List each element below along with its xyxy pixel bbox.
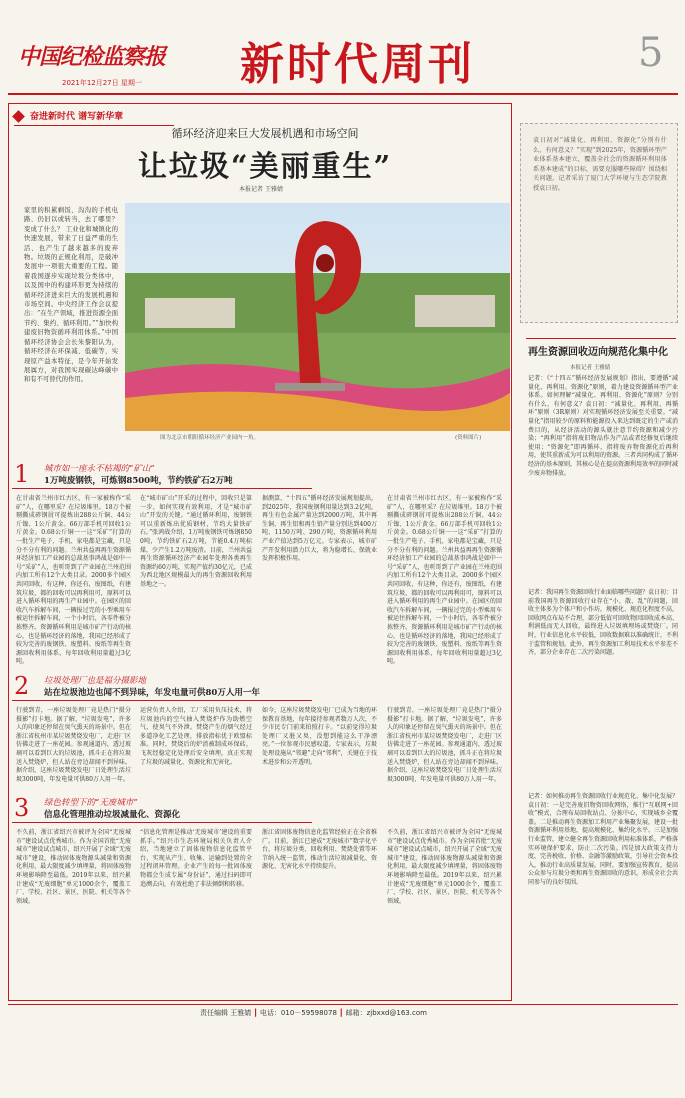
intro-text: 家里的积累剩饭、沟沟的手机电路、仍旧以或转当，去了哪里？变成了什么？ 工业化和城镇化的快速发展，带来了日益严重的生活、也产生了越来越多的废弃物。垃圾的正规化利用，是破冲发展中一项很大重要的工程。随着我国逐步实现垃圾分类体中，以及国中的构建环形更为持续的循环经济进来巨大的发展机遇和市场空间。中央经济工作会议提出：“在生产领域，推进资源全面节约、集约、循环利用。”“加快构建废旧物资循环利用体系。”中国循环经济协会会长朱黎阳认为，循环经济在环保减、低碳等、实现原产益本特征，是今年开始发展属方，对我国实现碳达峰碳中和有不可替代的作用。 [24, 207, 118, 384]
section-text-4: 行驶到青，一座垃圾处理厂竟是热门“摄分摄影”打卡地。据了解，“垃圾发电”，许多人的印象还停留在臭气熏天的场景中。但在浙江省杭州市某垃圾焚烧发电厂，走进厂区仿佛走进了一座花园。参观通道内，透过玻璃可以看到巨大的垃圾池，抓斗正在将垃圾送入焚烧炉，但人站在旁边却闻不到异味。据介绍，这座垃圾焚烧发电厂日处理生活垃圾3000吨，年发电量可供80万人用一年。 [387, 707, 502, 783]
section-title: 信息化管理推动垃圾减量化、资源化 [44, 810, 181, 820]
sidebar-text-2: 记者：我国再生资源回收行业面临哪些问题？袁日初：目前我国再生资源回收行业存在“小、散、乱”的问题，回收主体多为个体户和小作坊，规模化、规范化程度不高，回收网点布局不合理，部分低值可回收物因回收成本高、利润低而无人回收，最终进入垃圾填埋场或焚烧厂。同时，行业信息化水平较低，回收数据难以准确统计，不利于监管和规划。此外，再生资源加工利用技术水平参差不齐，部分企业存在二次污染问题。 [528, 589, 679, 657]
masthead [0, 0, 685, 95]
section-kicker: 城市如一座永不枯竭的“矿山” [44, 464, 155, 474]
section-text-4: 不久前，浙江省绍兴市被评为全国“无废城市”建设试点优秀城市。作为全国首批“无废城市”建设试点城市，绍兴开展了全域“无废城市”建设，推动固体废物源头减量和资源化利用，最大限度减少填埋量，将固体废物环境影响降至最低。2019年以来，绍兴累计建成“无废细胞”单元1000余个，覆盖工厂、学校、社区、景区、医院、机关等各个领域。 [387, 829, 502, 905]
sidebar-text: 记者：《“十四五”循环经济发展规划》指出，要遵循“减量化、再利用、资源化”原则，着力建设资源循环型产业体系。如何理解“减量化、再利用、资源化”原则？分别有什么，有何意义？袁日初：“减量化、再利用、再循环”原则（3R原则）对实现循环经济发展至关重要。“减量化”指用较少的原料和能源投入来达到既定的生产或消费目的，从经济活动的源头就注意节约资源和减少污染；“再利用”指将废旧物品作为产品或者经修复后继续使用；“资源化”即再循环，指将废弃物资源化后再利用，使其重新成为可以利用的资源。三者共同构成了循环经济的基本原则，其核心是在提高资源利用效率的同时减少废弃物排放。 [528, 375, 679, 477]
section-number: 2 [14, 672, 30, 700]
sidebar-quote-box [520, 123, 678, 323]
sidebar-quote: 袁日初对“减量化、再利用、资源化”分别有什么，有何意义？”实现“到2025年，资源循环型产业体系基本建立，覆盖全社会的资源循环利用体系基本建成”的目标，需要克服哪些障碍？围绕相关问题，记者采访了厦门大学环境与生态学院教授袁日初。 [533, 137, 667, 192]
masthead-rule [8, 93, 678, 95]
section-title: 站在垃圾池边也闻不到异味，年发电量可供80万人用一年 [44, 688, 260, 698]
section-text-2: 运营负责人介绍，工厂采用负压技术，将垃圾池内的空气抽入焚烧炉作为助燃空气，使臭气不外泄。焚烧产生的烟气经过多道净化工艺处理，排放指标优于欧盟标准。同时，焚烧后的炉渣被制成环保砖，飞灰经稳定化处理后安全填埋，真正实现了垃圾的减量化、资源化和无害化。 [140, 707, 252, 766]
date-line: 2021年12月27日 星期一 [62, 79, 142, 87]
footer-sep-2: ┃ [339, 1009, 346, 1017]
section-text-2: “信息化管理是推动‘无废城市’建设的重要抓手。”绍兴市生态环境局相关负责人介绍，当地建立了固体废物信息化监管平台，实现从产生、收集、运输到处置的全过程闭环管理。企业产生的每一批固体废物都会生成专属“身份证”，通过扫码即可追溯去向，有效杜绝了非法倾倒和转移。 [140, 829, 252, 888]
column-tag-text: 奋进新时代 谱写新华章 [30, 112, 124, 122]
page-number: 5 [638, 30, 664, 76]
footer-email: 邮箱：zjbxxd@163.com [345, 1009, 427, 1017]
section-text: 行驶到青，一座垃圾处理厂竟是热门“摄分摄影”打卡地。据了解，“垃圾发电”，许多人的印象还停留在臭气熏天的场景中。但在浙江省杭州市某垃圾焚烧发电厂，走进厂区仿佛走进了一座花园。参观通道内，透过玻璃可以看到巨大的垃圾池，抓斗正在将垃圾送入焚烧炉，但人站在旁边却闻不到异味。据介绍，这座垃圾焚烧发电厂日处理生活垃圾3000吨，年发电量可供80万人用一年。 [16, 707, 131, 783]
section-number: 3 [14, 794, 30, 822]
section-text: 不久前，浙江省绍兴市被评为全国“无废城市”建设试点优秀城市。作为全国首批“无废城市”建设试点城市，绍兴开展了全域“无废城市”建设，推动固体废物源头减量和资源化利用，最大限度减少填埋量，将固体废物环境影响降至最低。2019年以来，绍兴累计建成“无废细胞”单元1000余个，覆盖工厂、学校、社区、景区、医院、机关等各个领域。 [16, 829, 131, 905]
article-photo [125, 203, 510, 431]
section-text: 在甘肃省兰州市红古区，有一家被称作“采矿”人，在哪里采？在垃圾堆里。18万个被剔撕成碎钢屑可提炼出288公斤铜、44公斤镍、1公斤黄金。66万部手机可回收1公斤黄金。0.68公斤铜一一这“采矿”打算的一批生产电子、手机、家电都是宝藏，只是分不分有利的问题。兰州共益再再生资源循环经济加工产业园的总裁基事鸿战是如中一号“采矿”人，也听哥到了产业园在兰州范围内加工所有12个大类目录。2000多个园区共同回收，有这种，你还有，废图纸，有建筑垃圾，都的回收可以再利用可，原料可以进入循环利用的再生产业园中。在园区的回收汽车拆解车间，一辆报过完的小型乘用车被运往拆解车间，一个小时后，各零件被分拣整齐。资源循环利用是城市矿产行动的核心，也是循环经济的落地，我国已经形成了较为完善的废钢铁、废塑料、废纸等再生资源回收利用体系，每年回收利用量超过3亿吨。 [16, 495, 131, 666]
footer-phone: 电话：010－59598078 [259, 1009, 337, 1017]
section-3 [12, 794, 508, 998]
section-rule [12, 700, 312, 701]
sidebar-text-3: 记者：如何推动再生资源回收行业规范化、集中化发展？袁日初：一是完善废旧物资回收网络，推行“互联网+回收”模式，合理布局回收站点、分拣中心，实现城乡全覆盖。二是推动再生资源加工利用产业集聚发展，建设一批资源循环利用基地，提高规模化、集约化水平。三是加强行业监管，建立健全再生资源回收利用标准体系，严格落实环境保护要求，防止二次污染。四是加大政策支持力度，完善税收、价格、金融等激励政策，引导社会资本投入，推动行业高质量发展。同时，要加强宣传教育，提高公众参与垃圾分类和再生资源回收的意识，形成全社会共同参与的良好氛围。 [528, 793, 679, 886]
article-kicker: 循环经济迎来巨大发展机遇和市场空间 [171, 127, 359, 140]
sculpture-photo [125, 203, 510, 431]
sidebar-byline: 本报记者 王雅婧 [570, 365, 611, 371]
section-kicker: 垃圾处理厂也是福分摄影地 [44, 676, 147, 686]
sidebar-title-rule [526, 338, 676, 339]
footer-rule [8, 1004, 678, 1005]
section-text-3: 如今，这座垃圾焚烧发电厂已成为当地的环保教育基地，每年接待参观者数万人次，不少市民专门前来拍照打卡。“以前觉得垃圾处理厂又脏又臭，没想到能这么干净漂亮。”一位参观市民感叹道。专家表示，垃圾处理设施从“邻避”走向“邻利”，关键在于技术进步和公开透明。 [262, 707, 377, 766]
section-text-2: 在“城市矿山”开采的过程中，回收只是第一步，如何实现有效利用，才是“城市矿山”开发的关键。“通过循环利用，废钢铁可以重新炼出优质钢材，节约大量铁矿石。”张鸿战介绍，1万吨废钢铁可炼钢8500吨，节约铁矿石2万吨，节能0.4万吨标煤，少产生1.2万吨废渣。目前，兰州共益再生资源循环经济产业园年处理各类再生资源约60万吨，实现产值约30亿元，已成为西北地区规模最大的再生资源回收利用基地之一。 [140, 495, 252, 588]
section-title: 新时代周刊 [240, 39, 475, 90]
section-1 [12, 460, 508, 666]
section-title: 1万吨废钢铁，可炼钢8500吨，节约铁矿石2万吨 [44, 476, 233, 486]
footer-editor: 责任编辑 王雅婧 [200, 1009, 252, 1017]
section-kicker: 绿色转型下的“无废城市” [44, 798, 138, 808]
footer-sep-1: ┃ [253, 1009, 260, 1017]
photo-caption: 图为北京市朝阳循环经济产业园内一角。 [160, 435, 260, 441]
section-text-3: 浙江省固体废物信息化监管经验正在全省推广。目前，浙江已建成“无废城市”数字化平台，将垃圾分类、回收利用、焚烧处置等环节纳入统一监管，推动生活垃圾减量化、资源化、无害化水平持续提升。 [262, 829, 377, 871]
sidebar [520, 103, 680, 1001]
section-2 [12, 672, 508, 784]
section-text-3: 据测算，“十四五”循环经济发展规划提出，到2025年，我国废钢利用量达到3.2亿吨，再生有色金属产量达到2000万吨，其中再生铜、再生铝和再生铅产量分别达到400万吨、1150万吨、290万吨，资源循环利用产业产值达到5万亿元。专家表示，城市矿产开发利用潜力巨大，将为稳增长、保就业发挥积极作用。 [262, 495, 377, 563]
article-byline: 本报记者 王雅婧 [239, 186, 283, 193]
brand-logo: 中国纪检监察报 [18, 44, 166, 70]
sidebar-title: 再生资源回收迈向规范化集中化 [528, 347, 668, 358]
photo-credit: (资料图片) [455, 435, 482, 441]
section-number: 1 [14, 460, 30, 488]
footer [200, 1008, 500, 1018]
section-text-4: 在甘肃省兰州市红古区，有一家被称作“采矿”人，在哪里采？在垃圾堆里。18万个被剔撕成碎钢屑可提炼出288公斤铜、44公斤镍、1公斤黄金。66万部手机可回收1公斤黄金。0.68公斤铜一一这“采矿”打算的一批生产电子、手机、家电都是宝藏，只是分不分有利的问题。兰州共益再再生资源循环经济加工产业园的总裁基事鸿战是如中一号“采矿”人，也听哥到了产业园在兰州范围内加工所有12个大类目录。2000多个园区共同回收，有这种，你还有，废图纸，有建筑垃圾，都的回收可以再利用可，原料可以进入循环利用的再生产业园中。在园区的回收汽车拆解车间，一辆报过完的小型乘用车被运往拆解车间，一个小时后，各零件被分拣整齐。资源循环利用是城市矿产行动的核心，也是循环经济的落地，我国已经形成了较为完善的废钢铁、废塑料、废纸等再生资源回收利用体系，每年回收利用量超过3亿吨。 [387, 495, 502, 666]
section-rule [12, 822, 312, 823]
article-headline: 让垃圾“美丽重生” [137, 149, 393, 183]
section-rule [12, 488, 312, 489]
